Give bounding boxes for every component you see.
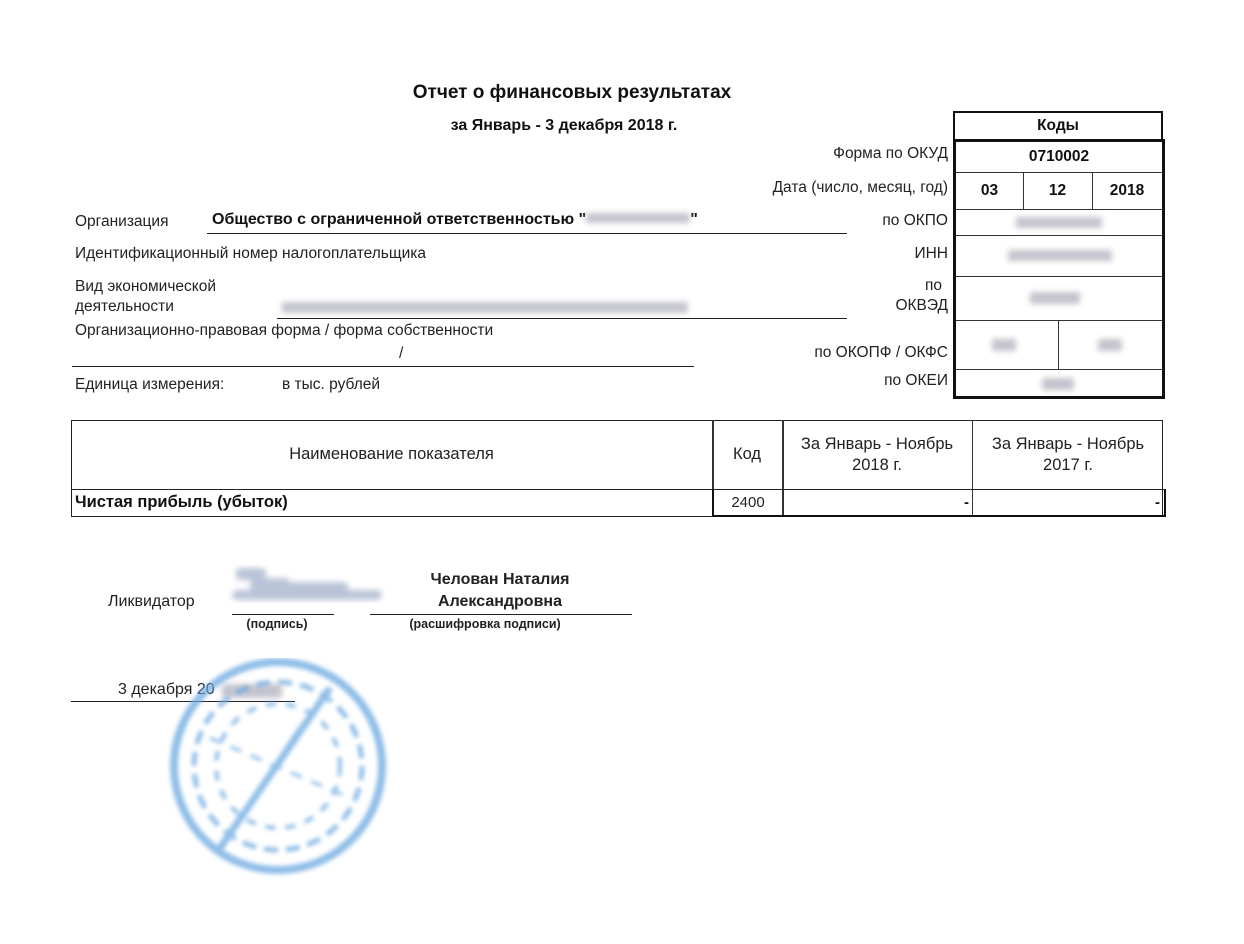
signer-name-line1: Челован Наталия <box>430 571 570 588</box>
legal-form-label: Организационно-правовая форма / форма собственности <box>75 322 494 339</box>
okopf-label: по ОКОПФ / ОКФС <box>814 344 948 361</box>
okopf-divider <box>1058 321 1059 369</box>
name-caption: (расшифровка подписи) <box>409 617 561 631</box>
activity-underline <box>277 318 847 319</box>
codes-row-okud <box>956 142 1162 173</box>
okopf-value-redacted <box>992 339 1016 351</box>
date-month: 12 <box>1048 182 1067 199</box>
date-year: 2018 <box>1109 182 1145 199</box>
legal-form-slash: / <box>399 345 404 362</box>
codes-row-okpo <box>956 210 1162 236</box>
col-header-name: Наименование показателя <box>289 445 494 463</box>
organization-name-suffix: " <box>690 211 698 228</box>
results-table <box>71 420 1165 517</box>
report-title: Отчет о финансовых результатах <box>412 82 732 103</box>
codes-header: Коды <box>953 111 1163 141</box>
date-day: 03 <box>980 182 999 199</box>
col-header-previous-line1: За Январь - Ноябрь <box>991 434 1145 453</box>
row-values-border <box>712 489 1166 517</box>
name-underline <box>370 614 632 615</box>
report-period: за Январь - 3 декабря 2018 г. <box>450 117 678 134</box>
okved-value-redacted <box>1030 292 1080 304</box>
inn-label: ИНН <box>914 245 948 262</box>
okpo-value-redacted <box>1016 217 1102 228</box>
codes-row-okopf <box>956 321 1162 370</box>
unit-label: Единица измерения: <box>75 376 225 393</box>
codes-body <box>953 139 1165 399</box>
codes-row-okved <box>956 277 1162 321</box>
codes-row-inn <box>956 236 1162 277</box>
row-name: Чистая прибыль (убыток) <box>75 493 288 511</box>
col-header-current-line1: За Январь - Ноябрь <box>800 434 954 453</box>
okved-label-line1: по <box>924 277 942 294</box>
codes-row-date <box>956 173 1162 210</box>
row-code: 2400 <box>731 494 765 511</box>
legal-form-underline <box>72 366 694 367</box>
col-header-previous <box>972 420 1164 489</box>
signer-name-line2: Александровна <box>438 593 562 610</box>
okei-value-redacted <box>1042 378 1074 390</box>
okpo-label: по ОКПО <box>882 212 948 229</box>
activity-label-line2: деятельности <box>75 298 174 315</box>
col-header-code: Код <box>732 445 762 463</box>
codes-row-okei <box>956 370 1162 396</box>
signer-role: Ликвидатор <box>108 593 195 610</box>
col-header-current-line2: 2018 г. <box>852 455 902 474</box>
okud-value: 0710002 <box>1028 148 1090 165</box>
okfs-value-redacted <box>1098 339 1122 351</box>
okved-label-line2: ОКВЭД <box>895 297 948 314</box>
signature-caption: (подпись) <box>246 617 308 631</box>
date-label: Дата (число, месяц, год) <box>772 179 948 196</box>
col-header-current <box>782 420 972 489</box>
row-current-value: - <box>964 494 969 511</box>
organization-underline <box>207 233 847 234</box>
row-previous-value: - <box>1155 494 1160 511</box>
inn-value-redacted <box>1008 250 1112 261</box>
company-stamp <box>160 658 400 878</box>
okei-label: по ОКЕИ <box>884 372 948 389</box>
signature-underline <box>232 614 334 615</box>
organization-name-prefix: Общество с ограниченной ответственностью " <box>212 211 587 228</box>
activity-label-line1: Вид экономической <box>75 278 217 295</box>
organization-label: Организация <box>75 213 169 230</box>
signature-date: 3 декабря 20 <box>118 681 215 698</box>
unit-value: в тыс. рублей <box>282 376 381 393</box>
organization-name <box>212 211 698 229</box>
inn-line-label: Идентификационный номер налогоплательщика <box>75 245 427 262</box>
activity-value-redacted <box>282 302 688 313</box>
organization-name-redacted <box>586 213 690 223</box>
col-header-previous-line2: 2017 г. <box>1043 455 1093 474</box>
okud-label: Форма по ОКУД <box>833 145 948 162</box>
handwritten-signature <box>228 560 388 612</box>
